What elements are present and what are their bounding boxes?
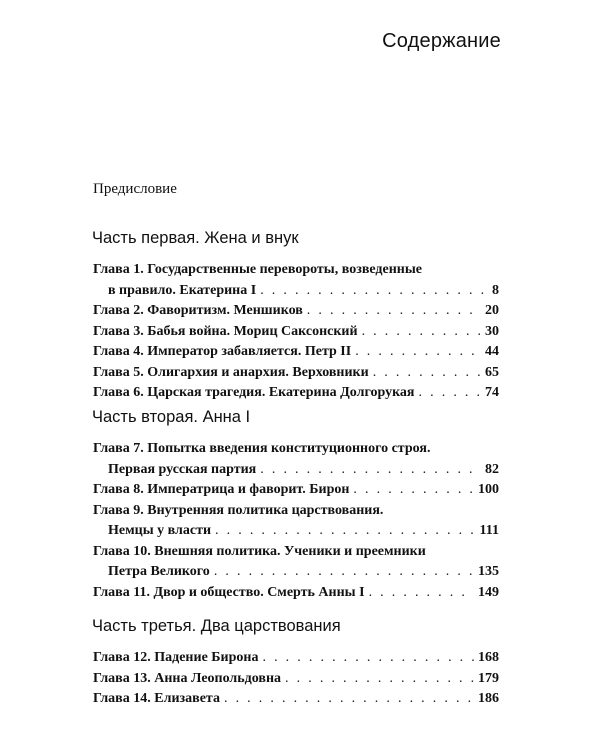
- chapter-label: Глава 12.: [93, 650, 151, 665]
- chapter-title: Олигархия и анархия. Верховники: [147, 364, 369, 380]
- chapter-title-cont: Немцы у власти: [108, 523, 212, 538]
- chapter-entry: [93, 648, 499, 669]
- leader-dots: [285, 669, 474, 690]
- page-number: 74: [485, 385, 499, 400]
- chapter-label: Глава 13.: [93, 670, 151, 686]
- chapter-title: Елизавета: [154, 691, 220, 706]
- chapter-title: Внешняя политика. Ученики и преемники: [154, 543, 426, 559]
- chapter-title-cont: Первая русская партия: [108, 461, 257, 477]
- leader-dots: [355, 342, 481, 363]
- page-number: 100: [478, 482, 499, 497]
- page-number: 30: [485, 323, 499, 339]
- chapter-entry: [93, 322, 499, 343]
- chapter-label: Глава 4.: [93, 344, 144, 359]
- part-2-chapter-list: [93, 439, 499, 603]
- part-3-heading: Часть третья. Два царствования: [92, 617, 341, 635]
- chapter-label: Глава 1.: [93, 262, 144, 277]
- chapter-label: Глава 9.: [93, 502, 144, 518]
- leader-dots: [362, 322, 481, 343]
- page-number: 65: [485, 364, 499, 380]
- chapter-entry: [93, 301, 499, 322]
- part-2-heading: Часть вторая. Анна I: [92, 408, 251, 426]
- page-number: 20: [485, 303, 499, 318]
- page-number: 168: [478, 650, 499, 665]
- part-1-heading: Часть первая. Жена и внук: [92, 229, 299, 247]
- page-number: 179: [478, 670, 499, 686]
- chapter-title: Император забавляется. Петр II: [147, 344, 352, 359]
- chapter-title: Царская трагедия. Екатерина Долгорукая: [147, 385, 415, 400]
- chapter-entry: [93, 689, 499, 710]
- page-number: 135: [478, 564, 499, 579]
- preface-entry: Предисловие: [93, 181, 177, 197]
- chapter-entry: [93, 583, 499, 604]
- page-number: 8: [492, 282, 499, 298]
- leader-dots: [353, 480, 474, 501]
- chapter-title: Анна Леопольдовна: [154, 670, 282, 686]
- chapter-entry: [93, 342, 499, 363]
- page-title: Содержание: [382, 30, 501, 52]
- chapter-label: Глава 14.: [93, 691, 151, 706]
- chapter-title: Внутренняя политика царствования.: [147, 502, 384, 518]
- leader-dots: [307, 301, 481, 322]
- chapter-label: Глава 11.: [93, 584, 150, 600]
- leader-dots: [369, 583, 474, 604]
- chapter-entry: [93, 439, 499, 480]
- chapter-title-cont: в правило. Екатерина I: [108, 282, 257, 298]
- page-number: 186: [478, 691, 499, 706]
- chapter-entry: [93, 480, 499, 501]
- chapter-label: Глава 8.: [93, 482, 144, 497]
- chapter-label: Глава 6.: [93, 385, 144, 400]
- chapter-entry: [93, 501, 499, 542]
- chapter-entry: [93, 260, 499, 301]
- chapter-label: Глава 5.: [93, 364, 144, 380]
- page-number: 82: [485, 461, 499, 477]
- page-number: 44: [485, 344, 499, 359]
- page-number: 149: [478, 584, 499, 600]
- chapter-entry: [93, 363, 499, 384]
- leader-dots: [215, 521, 476, 542]
- chapter-title: Двор и общество. Смерть Анны I: [153, 584, 365, 600]
- leader-dots: [419, 383, 481, 404]
- chapter-title: Государственные перевороты, возведенные: [147, 262, 422, 277]
- page-number: 111: [479, 523, 499, 538]
- leader-dots: [373, 363, 481, 384]
- part-1-chapter-list: [93, 260, 499, 404]
- chapter-title: Попытка введения конституционного строя.: [147, 441, 431, 456]
- part-3-chapter-list: [93, 648, 499, 710]
- leader-dots: [224, 689, 474, 710]
- chapter-entry: [93, 383, 499, 404]
- leader-dots: [260, 460, 481, 481]
- leader-dots: [260, 281, 488, 302]
- chapter-title: Падение Бирона: [154, 650, 259, 665]
- chapter-title-cont: Петра Великого: [108, 564, 210, 579]
- leader-dots: [214, 562, 474, 583]
- chapter-label: Глава 7.: [93, 441, 144, 456]
- chapter-label: Глава 2.: [93, 303, 144, 318]
- chapter-label: Глава 3.: [93, 323, 144, 339]
- chapter-title: Бабья война. Мориц Саксонский: [147, 323, 358, 339]
- chapter-title: Фаворитизм. Меншиков: [147, 303, 303, 318]
- chapter-title: Императрица и фаворит. Бирон: [147, 482, 350, 497]
- chapter-entry: [93, 669, 499, 690]
- chapter-label: Глава 10.: [93, 543, 151, 559]
- chapter-entry: [93, 542, 499, 583]
- leader-dots: [262, 648, 474, 669]
